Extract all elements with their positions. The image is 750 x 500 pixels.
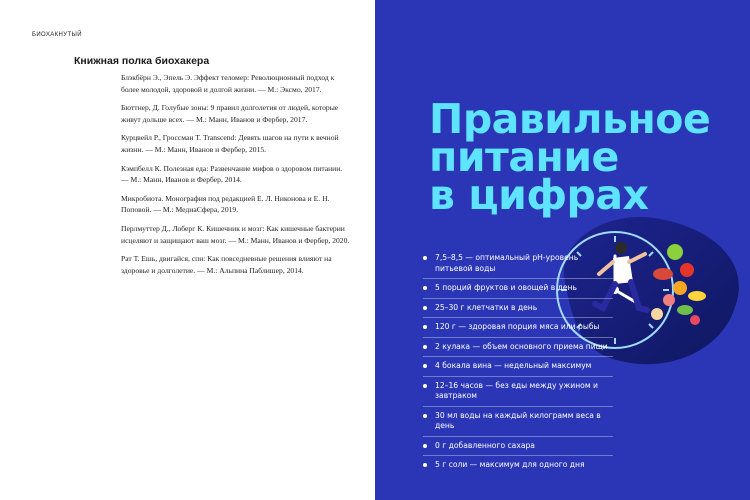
fact-item [423, 381, 613, 407]
fact-item [423, 441, 613, 457]
fact-text: 30 мл воды на каждый килограмм веса в день [435, 410, 601, 430]
reference-item: Блэкбёрн Э., Эпель Э. Эффект теломер: Революционный подход к более молодой, здоровой и долгой жизни. — М.: Эксмо, 2017. [121, 73, 335, 94]
bookshelf-title: Книжная полка биохакера [74, 55, 210, 67]
reference-item: Бюттнер, Д. Голубые зоны: 9 правил долголетия от людей, которые живут дольше всех. — М.: Манн, Иванов и Фербер, 2017. [121, 103, 339, 124]
reference-item: Перлмуттер Д., Лоберг К. Кишечник и мозг: Как кишечные бактерии исцеляют и защищают ваш мозг. — М.: Манн, Иванов и Фербер, 2020. [121, 223, 350, 245]
running-header: БИОХАКНУТЫЙ [32, 32, 82, 38]
reference-item: Микробиота. Монография под редакцией Е. Л. Никонова и Е. Н. Поповой. — М.: МедиаСфера, 2019. [121, 193, 330, 215]
fact-item [423, 361, 613, 377]
fact-item [423, 342, 613, 358]
nutrition-facts-list [423, 253, 613, 479]
reference-item: Рат Т. Ешь, двигайся, спи: Как повседневные решения влияют на здоровье и долголетие. — М.: Альпина Паблишер, 2014. [121, 254, 332, 275]
fact-text: 2 кулака — объем основного приема пищи [435, 341, 608, 351]
fact-item [423, 411, 613, 437]
fact-item [423, 322, 613, 338]
infographic-title [429, 95, 711, 219]
reference-item: Кэмпбелл К. Полезная еда: Развенчание мифов о здоровом питании. — М.: Манн, Иванов и Фербер, 2014. [121, 163, 343, 185]
bullet-icon [423, 325, 427, 329]
bullet-icon [423, 345, 427, 349]
reference-list [121, 72, 351, 283]
reference-item: Курцвейл Р., Гроссман Т. Transcend: Девять шагов на пути к вечной жизни. — М.: Манн, Иванов и Фербер, 2015. [121, 133, 339, 154]
fact-text: 5 порций фруктов и овощей в день [435, 283, 578, 292]
title-line: питание [429, 133, 619, 181]
fact-text: 5 г соли — максимум для одного дня [435, 460, 585, 469]
fact-text: 120 г — здоровая порция мяса или рыбы [435, 322, 600, 331]
fact-text: 0 г добавленного сахара [435, 440, 535, 450]
bullet-icon [423, 306, 427, 310]
fact-item [423, 303, 613, 319]
bullet-icon [423, 414, 427, 418]
bullet-icon [423, 256, 427, 260]
fact-item [423, 253, 613, 279]
title-line: в цифрах [429, 171, 649, 219]
right-page [375, 0, 750, 500]
fact-item [423, 283, 613, 299]
fact-text: 7,5–8,5 — оптимальный pH-уровень питьевой воды [435, 253, 579, 273]
fact-text: 4 бокала вина — недельный максимум [435, 361, 592, 370]
bullet-icon [423, 384, 427, 388]
bullet-icon [423, 463, 427, 467]
title-line: Правильное [429, 95, 711, 143]
fact-item [423, 460, 613, 475]
bullet-icon [423, 444, 427, 448]
fact-text: 12–16 часов — без еды между ужином и завтраком [435, 380, 598, 400]
bullet-icon [423, 286, 427, 290]
bullet-icon [423, 364, 427, 368]
fact-text: 25–30 г клетчатки в день [435, 302, 538, 312]
